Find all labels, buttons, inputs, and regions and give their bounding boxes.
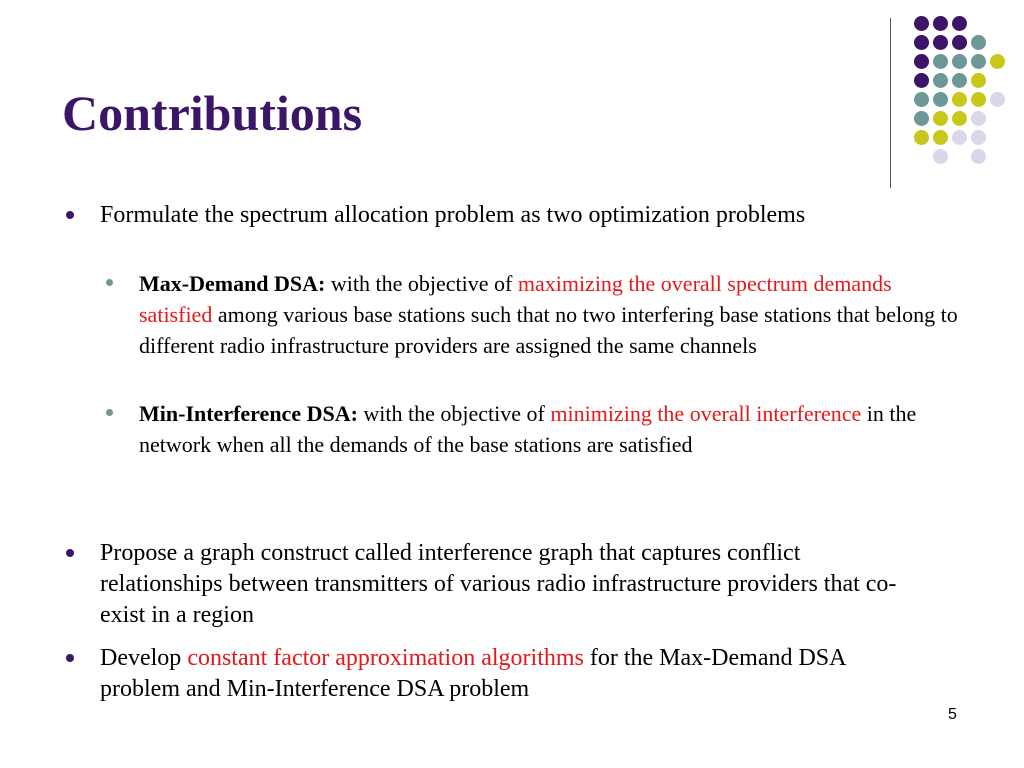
bullet-item xyxy=(100,200,900,231)
dot-icon xyxy=(933,111,948,126)
bullet-highlight: minimizing the overall interference xyxy=(550,401,862,426)
dot-icon xyxy=(971,130,986,145)
sub-bullet-item xyxy=(139,398,959,460)
dot-icon xyxy=(990,54,1005,69)
dot-icon xyxy=(990,92,1005,107)
bullet-highlight: maximizing the overall spectrum demands satisfied xyxy=(139,271,892,327)
dot-icon xyxy=(933,92,948,107)
dot-icon xyxy=(933,35,948,50)
dot-icon xyxy=(952,54,967,69)
dot-icon xyxy=(952,130,967,145)
dot-icon xyxy=(971,35,986,50)
dot-icon xyxy=(952,35,967,50)
dot-icon xyxy=(933,73,948,88)
dot-icon xyxy=(971,149,986,164)
dot-icon xyxy=(971,111,986,126)
dot-icon xyxy=(914,111,929,126)
dot-icon xyxy=(933,54,948,69)
dot-icon xyxy=(971,54,986,69)
bullet-term: Max-Demand DSA: xyxy=(139,271,326,296)
bullet-text: with the objective of xyxy=(357,401,551,426)
dot-icon xyxy=(952,16,967,31)
bullet-text: Formulate the spectrum allocation problem as two optimization problems xyxy=(100,202,806,228)
divider-line xyxy=(890,18,891,188)
dot-icon xyxy=(914,130,929,145)
dot-icon xyxy=(952,92,967,107)
dot-icon xyxy=(971,92,986,107)
bullet-icon xyxy=(66,654,74,662)
slide-title: Contributions xyxy=(62,85,363,141)
bullet-text: in the network when all the demands of the base stations are satisfied xyxy=(139,401,917,457)
bullet-item xyxy=(100,643,900,705)
dot-icon xyxy=(914,35,929,50)
page-number: 5 xyxy=(948,706,957,723)
dot-icon xyxy=(914,16,929,31)
bullet-text: for the Max-Demand DSA problem and Min-Interference DSA problem xyxy=(100,645,846,702)
dot-icon xyxy=(933,149,948,164)
dot-icon xyxy=(952,111,967,126)
sub-bullet-icon xyxy=(106,409,113,416)
dot-icon xyxy=(914,73,929,88)
bullet-term: Min-Interference DSA: xyxy=(139,401,358,426)
dot-icon xyxy=(914,54,929,69)
dot-icon xyxy=(971,73,986,88)
bullet-text: Propose a graph construct called interference graph that captures conflict relationships between transmitters of various radio infrastructure providers that co-exist in a region xyxy=(100,540,897,628)
bullet-icon xyxy=(66,549,74,557)
sub-bullet-icon xyxy=(106,279,113,286)
bullet-text: Develop xyxy=(100,645,188,671)
dot-icon xyxy=(914,92,929,107)
dot-icon xyxy=(933,16,948,31)
bullet-highlight: constant factor approximation algorithms xyxy=(187,645,584,671)
bullet-text: with the objective of xyxy=(325,271,518,296)
sub-bullet-item xyxy=(139,268,959,361)
bullet-text: among various base stations such that no two interfering base stations that belong to different radio infrastructure providers are assigned the same channels xyxy=(139,302,958,358)
dot-icon xyxy=(933,130,948,145)
dot-icon xyxy=(952,73,967,88)
bullet-icon xyxy=(66,211,74,219)
bullet-item xyxy=(100,538,900,631)
